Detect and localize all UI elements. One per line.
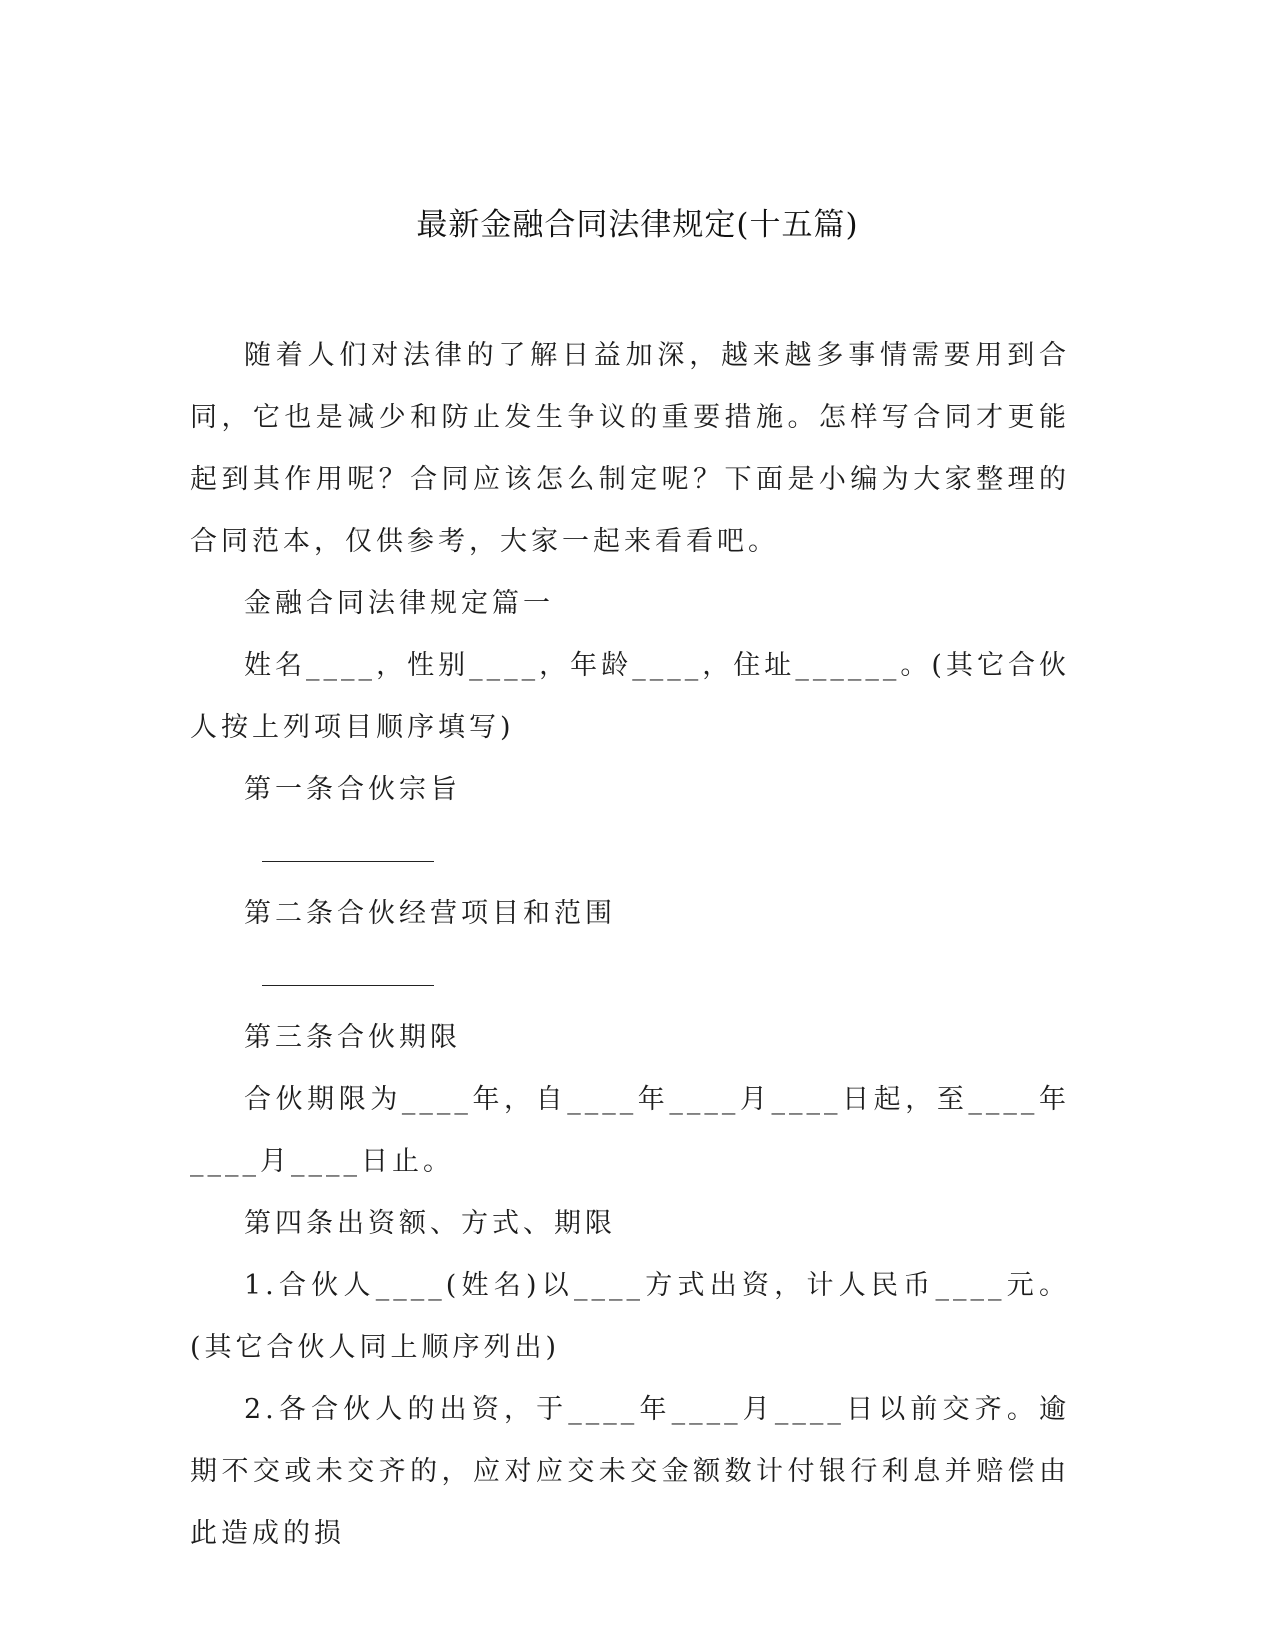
document-title: 最新金融合同法律规定(十五篇) — [416, 207, 859, 243]
intro-paragraph: 随着人们对法律的了解日益加深，越来越多事情需要用到合同，它也是减少和防止发生争议的重要措施。怎样写合同才更能起到其作用呢？合同应该怎么制定呢？下面是小编为大家整理的合同范本，仅供参考，大家一起来看看吧。 — [190, 340, 1070, 557]
document-body — [190, 325, 1070, 1565]
article-3-text: 合伙期限为____年，自____年____月____日起，至____年____月____日止。 — [190, 1084, 1070, 1177]
parties-paragraph: 姓名____，性别____，年龄____，住址______。(其它合伙人按上列项目顺序填写) — [190, 650, 1070, 743]
article-4-heading: 第四条出资额、方式、期限 — [244, 1208, 616, 1239]
article-3-heading: 第三条合伙期限 — [244, 1022, 461, 1053]
article-2-heading: 第二条合伙经营项目和范围 — [244, 898, 616, 929]
blank-line — [190, 945, 1070, 1007]
article-4-item-1: 1.合伙人____(姓名)以____方式出资，计人民币____元。(其它合伙人同上顺序列出) — [190, 1270, 1070, 1363]
article-1-heading: 第一条合伙宗旨 — [244, 774, 461, 805]
article-4-item-2: 2.各合伙人的出资，于____年____月____日以前交齐。逾期不交或未交齐的，应对应交未交金额数计付银行利息并赔偿由此造成的损 — [190, 1394, 1070, 1549]
section-heading: 金融合同法律规定篇一 — [244, 588, 554, 619]
blank-line — [190, 821, 1070, 883]
